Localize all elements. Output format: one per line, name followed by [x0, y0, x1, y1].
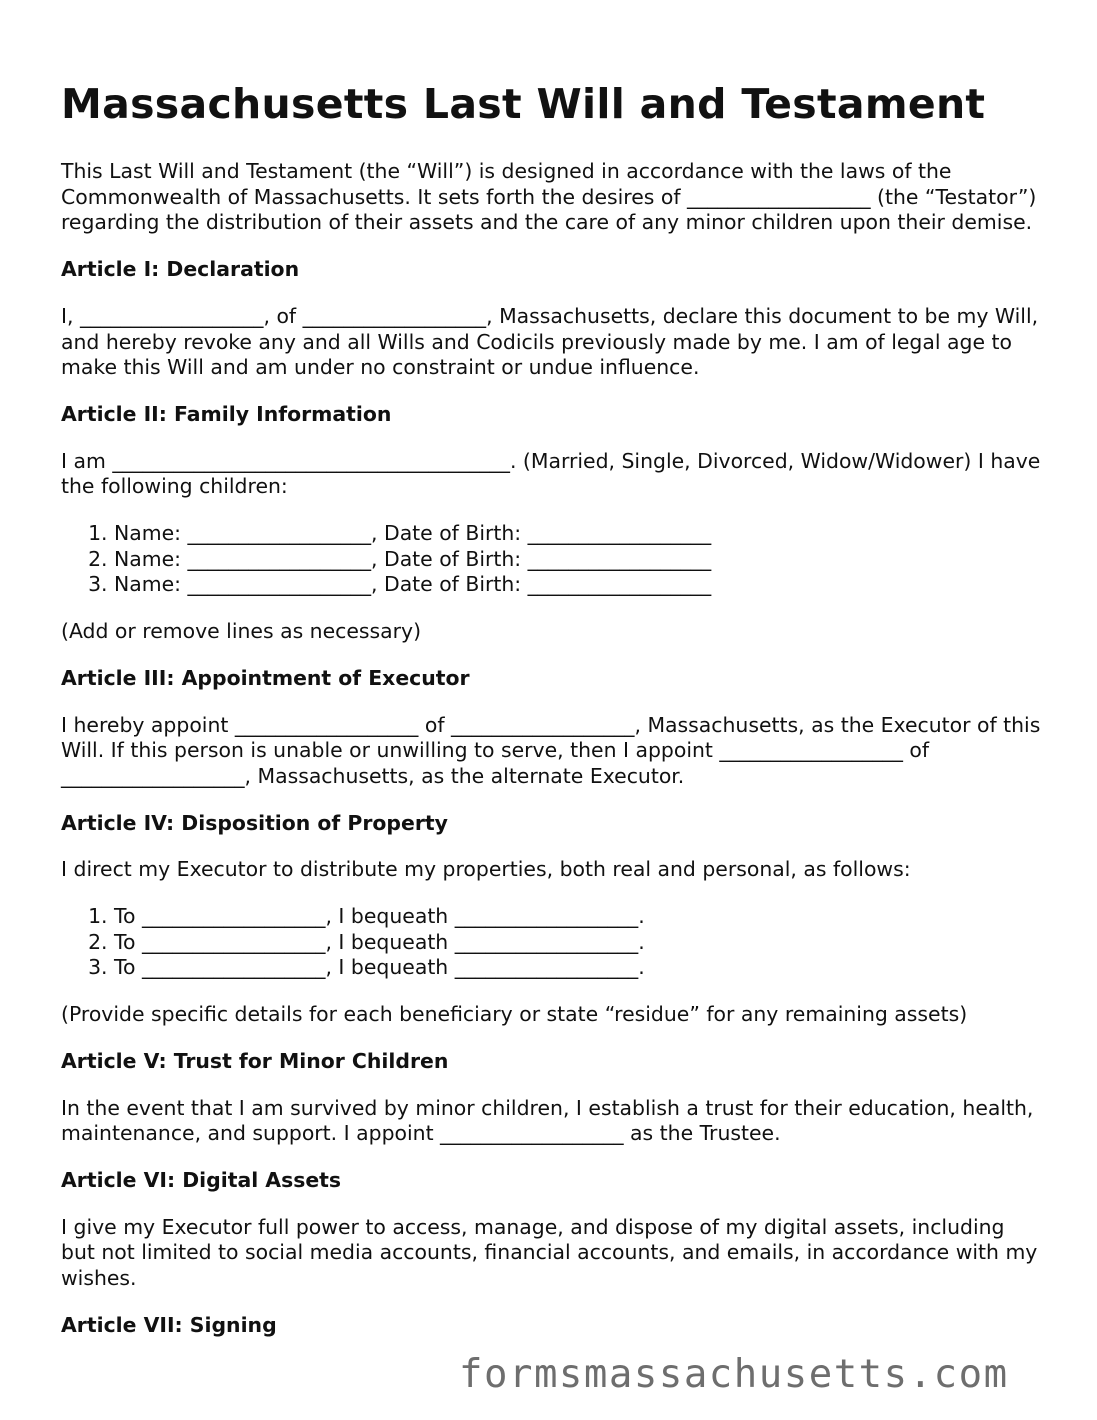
bequest-entry: 2. To __________________, I bequeath __________________.: [114, 930, 1041, 956]
article-3-text: I hereby appoint __________________ of __________________, Massachusetts, as the Executor of this Will. If this person is unable or unwilling to serve, then I appoint __________________ of __________________, Massachusetts, as the alternate Executor.: [61, 712, 1041, 788]
document-title: Massachusetts Last Will and Testament: [61, 80, 986, 128]
article-6-heading: Article VI: Digital Assets: [61, 1167, 342, 1192]
article-6-text: I give my Executor full power to access, manage, and dispose of my digital assets, including but not limited to social media accounts, financial accounts, and emails, in accordance with my wishes.: [61, 1214, 1038, 1291]
article-1-text: I, __________________, of __________________, Massachusetts, declare this document to be my Will, and hereby revoke any and all Wills and Codicils previously made by me. I am of legal age to make this Will and am under no constraint or undue influence.: [61, 303, 1039, 380]
article-4-note: (Provide specific details for each beneficiary or state “residue” for any remaining assets): [61, 1002, 968, 1027]
child-entry: 2. Name: __________________, Date of Birth: __________________: [114, 547, 1041, 573]
bequest-entry: 3. To __________________, I bequeath __________________.: [114, 955, 1041, 981]
article-2-note: (Add or remove lines as necessary): [61, 619, 422, 644]
bequest-list: [61, 904, 1041, 981]
document-page: [61, 0, 1041, 1339]
article-4-heading: Article IV: Disposition of Property: [61, 810, 448, 835]
site-watermark: formsmassachusetts.com: [459, 1352, 1009, 1397]
intro-paragraph: This Last Will and Testament (the “Will”) is designed in accordance with the laws of the Commonwealth of Massachusetts. It sets forth the desires of __________________ (the “Testator”) regarding the distribution of their assets and the care of any minor children upon their demise.: [61, 159, 1037, 235]
article-4-text: I direct my Executor to distribute my properties, both real and personal, as follows:: [61, 857, 911, 882]
article-2-text: I am _______________________________________. (Married, Single, Divorced, Widow/Widower) I have the following children:: [61, 448, 1041, 499]
article-1-heading: Article I: Declaration: [61, 257, 300, 282]
article-5-heading: Article V: Trust for Minor Children: [61, 1048, 449, 1073]
child-entry: 1. Name: __________________, Date of Birth: __________________: [114, 521, 1041, 547]
child-entry: 3. Name: __________________, Date of Birth: __________________: [114, 572, 1041, 598]
article-2-heading: Article II: Family Information: [61, 401, 392, 426]
article-7-heading: Article VII: Signing: [61, 1312, 277, 1337]
children-list: [61, 521, 1041, 598]
article-3-heading: Article III: Appointment of Executor: [61, 665, 470, 690]
article-5-text: In the event that I am survived by minor children, I establish a trust for their education, health, maintenance, and support. I appoint __________________ as the Trustee.: [61, 1095, 1034, 1146]
bequest-entry: 1. To __________________, I bequeath __________________.: [114, 904, 1041, 930]
